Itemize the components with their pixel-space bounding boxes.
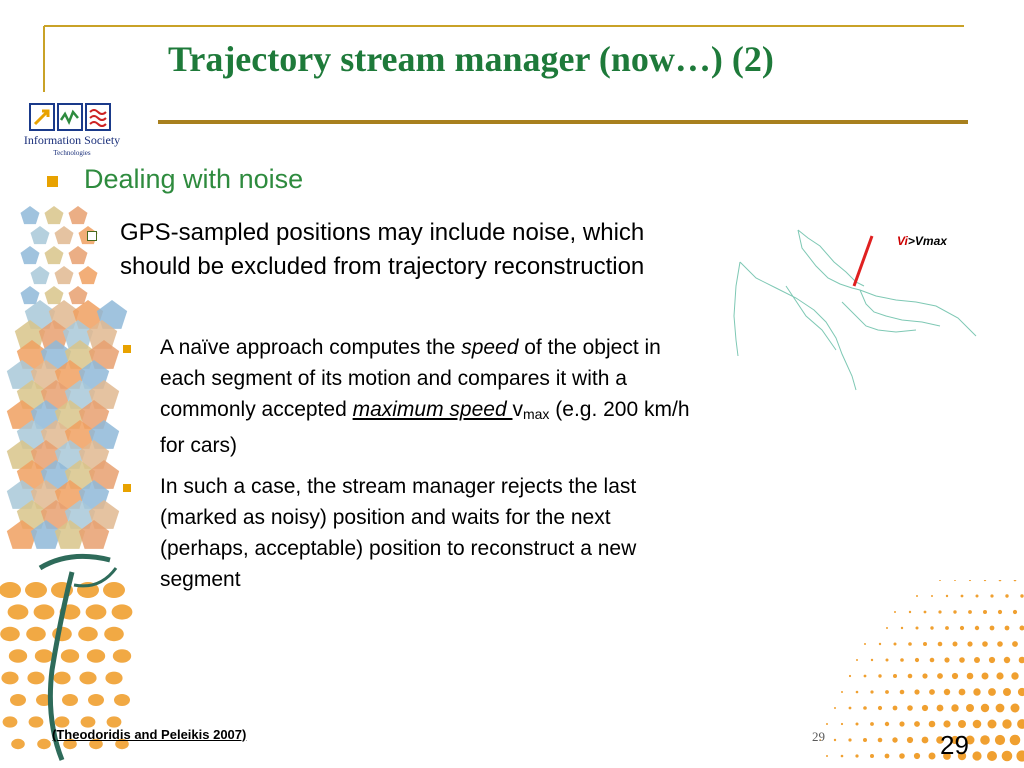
decor-dot <box>88 694 104 706</box>
decor-corner-dot <box>848 738 851 741</box>
decor-corner-dot <box>968 610 972 614</box>
ist-logo-icon <box>28 100 112 136</box>
decor-corner-dot <box>870 754 874 758</box>
decor-corner-dot <box>987 751 997 761</box>
decor-corner-dot <box>973 688 980 695</box>
decor-corner-dot <box>1013 610 1017 614</box>
decor-dot <box>61 649 79 663</box>
decor-corner-dot <box>834 739 836 741</box>
decor-corner-dot <box>929 753 936 760</box>
decor-corner-dot <box>908 642 912 646</box>
trajectory-figure <box>726 226 986 396</box>
decor-corner-dot <box>944 689 950 695</box>
decor-corner-dot <box>909 611 911 613</box>
decor-dot <box>103 582 125 598</box>
bullet-small-square-icon-2 <box>123 484 131 492</box>
decor-corner-dot <box>997 641 1003 647</box>
vi-vmax-label <box>897 234 947 248</box>
decor-corner-dot <box>893 706 898 711</box>
decor-dot <box>114 694 130 706</box>
naive-approach-text-3: (e.g. 200 km/h for cars) <box>160 398 690 457</box>
decor-dot <box>105 672 122 685</box>
decor-corner-dot <box>937 705 944 712</box>
decor-corner-dot <box>988 688 996 696</box>
decor-dot <box>9 649 27 663</box>
decor-corner-dot <box>996 672 1003 679</box>
decor-pentagon <box>69 206 88 224</box>
decor-corner-dot <box>1004 657 1010 663</box>
decor-corner-dot <box>841 723 843 725</box>
bullet-square-icon <box>47 176 58 187</box>
citation: (Theodoridis and Peleikis 2007) <box>52 727 247 742</box>
decor-corner-dot <box>914 753 920 759</box>
decor-corner-dot <box>1005 594 1008 597</box>
decor-dot <box>113 649 131 663</box>
decor-dot <box>26 627 46 641</box>
decor-dot <box>62 694 78 706</box>
decor-corner-dot <box>943 720 950 727</box>
decor-corner-dot <box>856 659 858 661</box>
decor-corner-dot <box>973 720 982 729</box>
decor-corner-dot <box>885 722 889 726</box>
decor-corner-dot <box>841 691 843 693</box>
decor-pentagon <box>69 286 88 304</box>
decor-corner-dot <box>982 641 988 647</box>
decor-corner-dot <box>923 642 927 646</box>
decor-corner-dot <box>871 659 873 661</box>
decor-dot <box>27 672 44 685</box>
decor-corner-dot <box>826 755 828 757</box>
trajectory-lines <box>734 230 976 390</box>
decor-corner-dot <box>915 658 919 662</box>
bullet-naive-approach <box>160 332 700 461</box>
decor-dot <box>25 582 47 598</box>
decor-corner-dot <box>1011 672 1018 679</box>
decor-corner-dot <box>974 657 980 663</box>
decor-corner-dot <box>946 595 948 597</box>
decor-corner-dot <box>929 689 935 695</box>
decor-corner-dot <box>1003 688 1011 696</box>
decor-corner-dot <box>907 705 913 711</box>
decor-corner-dot <box>1016 750 1024 761</box>
decor-dot <box>79 672 96 685</box>
decorative-corner-dots <box>820 580 1024 768</box>
decor-corner-dot <box>879 643 881 645</box>
decor-pentagon <box>45 246 64 264</box>
bullet-hollow-square-icon <box>87 231 97 241</box>
decor-dot <box>55 716 70 727</box>
decor-corner-dot <box>931 595 933 597</box>
bullet-gps-noise: GPS-sampled positions may include noise, which should be excluded from trajectory reconstruction <box>120 219 645 280</box>
decor-corner-dot <box>908 674 913 679</box>
decor-dot <box>35 649 53 663</box>
decor-corner-dot <box>886 627 888 629</box>
decor-corner-dot <box>953 610 956 613</box>
decor-corner-dot <box>878 738 883 743</box>
decor-corner-dot <box>966 704 974 712</box>
decor-corner-dot <box>945 626 949 630</box>
decor-corner-dot <box>863 706 867 710</box>
decor-corner-dot <box>954 580 956 581</box>
decor-corner-dot <box>922 737 929 744</box>
decor-corner-dot <box>938 610 941 613</box>
decor-corner-dot <box>989 657 995 663</box>
page-number: 29 <box>940 730 969 760</box>
decor-dot <box>107 716 122 727</box>
speed-term: speed <box>461 336 519 359</box>
ist-logo-line1: Information Society <box>23 133 121 147</box>
decor-corner-dot <box>1002 719 1011 728</box>
decor-corner-dot <box>930 626 933 629</box>
ist-logo-text <box>14 134 130 160</box>
decor-corner-dot <box>849 675 851 677</box>
decor-corner-dot <box>864 643 866 645</box>
decor-corner-dot <box>944 657 949 662</box>
decor-corner-dot <box>929 721 936 728</box>
decor-corner-dot <box>1017 719 1024 729</box>
decor-corner-dot <box>901 627 903 629</box>
decor-corner-dot <box>1014 580 1017 581</box>
decor-pentagon <box>21 246 40 264</box>
decor-corner-dot <box>958 720 966 728</box>
decor-corner-dot <box>967 673 974 680</box>
vi-label: Vi <box>897 234 908 248</box>
decor-corner-dot <box>998 610 1002 614</box>
decor-corner-dot <box>969 580 971 581</box>
decor-dot <box>1 672 18 685</box>
decor-corner-dot <box>990 594 993 597</box>
decor-dot <box>104 627 124 641</box>
decor-dot <box>81 716 96 727</box>
decor-corner-dot <box>999 580 1002 581</box>
decor-corner-dot <box>924 611 927 614</box>
decor-dot <box>34 604 55 619</box>
decor-corner-dot <box>1018 688 1024 696</box>
decor-corner-dot <box>967 641 972 646</box>
decor-corner-dot <box>885 754 890 759</box>
decor-dot <box>112 604 133 619</box>
slide-title: Trajectory stream manager (now…) (2) <box>168 39 774 79</box>
decor-corner-dot <box>972 751 981 760</box>
naive-approach-text-2: of the object in each segment of its motion and compares it with a commonly accepted <box>160 336 661 421</box>
decor-pentagon <box>31 226 50 244</box>
decor-corner-dot <box>959 657 965 663</box>
decor-corner-dot <box>834 707 836 709</box>
vmax-label: >Vmax <box>907 234 947 248</box>
decor-corner-dot <box>916 627 919 630</box>
decor-pentagon <box>21 206 40 224</box>
page-number-small: 29 <box>812 729 825 744</box>
decor-pentagon <box>45 206 64 224</box>
decor-corner-dot <box>826 723 828 725</box>
decor-dot <box>87 649 105 663</box>
decor-pentagon <box>55 226 74 244</box>
decor-dot <box>3 716 18 727</box>
decor-pentagon <box>31 266 50 284</box>
decor-corner-dot <box>981 704 989 712</box>
decor-dot <box>78 627 98 641</box>
decor-corner-dot <box>894 611 896 613</box>
decor-corner-dot <box>951 704 958 711</box>
bullet-stream-manager-rejects: In such a case, the stream manager rejects the last (marked as noisy) position and waits for the next (perhaps, acceptable) position to reconstruct a new segment <box>160 475 637 591</box>
decor-corner-dot <box>937 673 943 679</box>
decor-corner-dot <box>886 659 889 662</box>
decor-dot <box>0 627 20 641</box>
decor-corner-dot <box>878 706 882 710</box>
decor-corner-dot <box>976 595 979 598</box>
decor-corner-dot <box>916 595 918 597</box>
decor-dot <box>37 739 51 749</box>
decor-corner-dot <box>894 643 897 646</box>
decor-corner-dot <box>856 723 859 726</box>
decor-corner-dot <box>885 690 889 694</box>
decor-corner-dot <box>938 642 943 647</box>
decor-corner-dot <box>907 737 913 743</box>
decor-corner-dot <box>922 705 928 711</box>
decor-corner-dot <box>980 735 990 745</box>
decor-corner-dot <box>849 707 852 710</box>
max-subscript: max <box>522 406 550 422</box>
decor-corner-dot <box>952 673 958 679</box>
decor-corner-dot <box>841 755 844 758</box>
decor-pentagon <box>55 266 74 284</box>
decor-corner-dot <box>953 642 958 647</box>
decor-corner-dot <box>975 626 979 630</box>
decor-corner-dot <box>914 689 919 694</box>
decor-corner-dot <box>900 658 904 662</box>
decor-corner-dot <box>864 675 867 678</box>
decor-corner-dot <box>995 735 1005 745</box>
decor-corner-dot <box>855 754 858 757</box>
decor-corner-dot <box>960 626 964 630</box>
decorative-left-pattern <box>0 200 160 768</box>
decor-corner-dot <box>863 738 867 742</box>
decor-corner-dot <box>1020 626 1024 631</box>
decor-corner-dot <box>1019 657 1024 664</box>
decor-dot <box>8 604 29 619</box>
ist-logo-line2: Technologies <box>53 149 91 157</box>
decor-dot <box>86 604 107 619</box>
decor-corner-dot <box>988 720 997 729</box>
decor-corner-dot <box>1010 735 1021 746</box>
decor-corner-dot <box>899 721 904 726</box>
decor-pentagon <box>21 286 40 304</box>
decor-corner-dot <box>922 673 927 678</box>
decor-corner-dot <box>856 691 859 694</box>
decor-corner-dot <box>893 674 897 678</box>
naive-approach-text-1: A naïve approach computes the <box>160 336 462 359</box>
decor-corner-dot <box>1012 641 1018 647</box>
decor-corner-dot <box>1020 594 1023 597</box>
decor-dot <box>10 694 26 706</box>
decor-corner-dot <box>870 690 873 693</box>
decor-corner-dot <box>1005 626 1010 631</box>
decor-corner-dot <box>959 689 966 696</box>
decor-pentagon <box>79 266 98 284</box>
maximum-speed-term: maximum speed <box>352 398 513 421</box>
noise-marker <box>854 236 872 286</box>
decor-corner-dot <box>1011 704 1020 713</box>
decor-corner-dot <box>899 753 905 759</box>
decor-dot <box>29 716 44 727</box>
decor-corner-dot <box>939 580 941 581</box>
decor-dot <box>53 672 70 685</box>
decor-corner-dot <box>961 595 964 598</box>
bullet-small-square-icon <box>123 345 131 353</box>
decor-corner-dot <box>983 610 987 614</box>
decor-dot <box>11 739 25 749</box>
decor-corner-dot <box>1002 751 1013 762</box>
decor-pentagon <box>69 246 88 264</box>
decor-corner-dot <box>900 690 905 695</box>
decor-corner-dot <box>930 658 935 663</box>
decor-corner-dot <box>870 722 874 726</box>
decor-dot <box>0 582 21 598</box>
decor-corner-dot <box>996 704 1005 713</box>
decor-corner-dot <box>878 674 881 677</box>
decor-corner-dot <box>914 721 920 727</box>
v-symbol: v <box>512 398 523 421</box>
decor-corner-dot <box>982 673 989 680</box>
decor-pentagon <box>45 286 64 304</box>
decor-corner-dot <box>892 737 897 742</box>
decor-corner-dot <box>984 580 986 581</box>
decor-corner-dot <box>990 626 995 631</box>
bullet-dealing-with-noise: Dealing with noise <box>84 164 304 194</box>
